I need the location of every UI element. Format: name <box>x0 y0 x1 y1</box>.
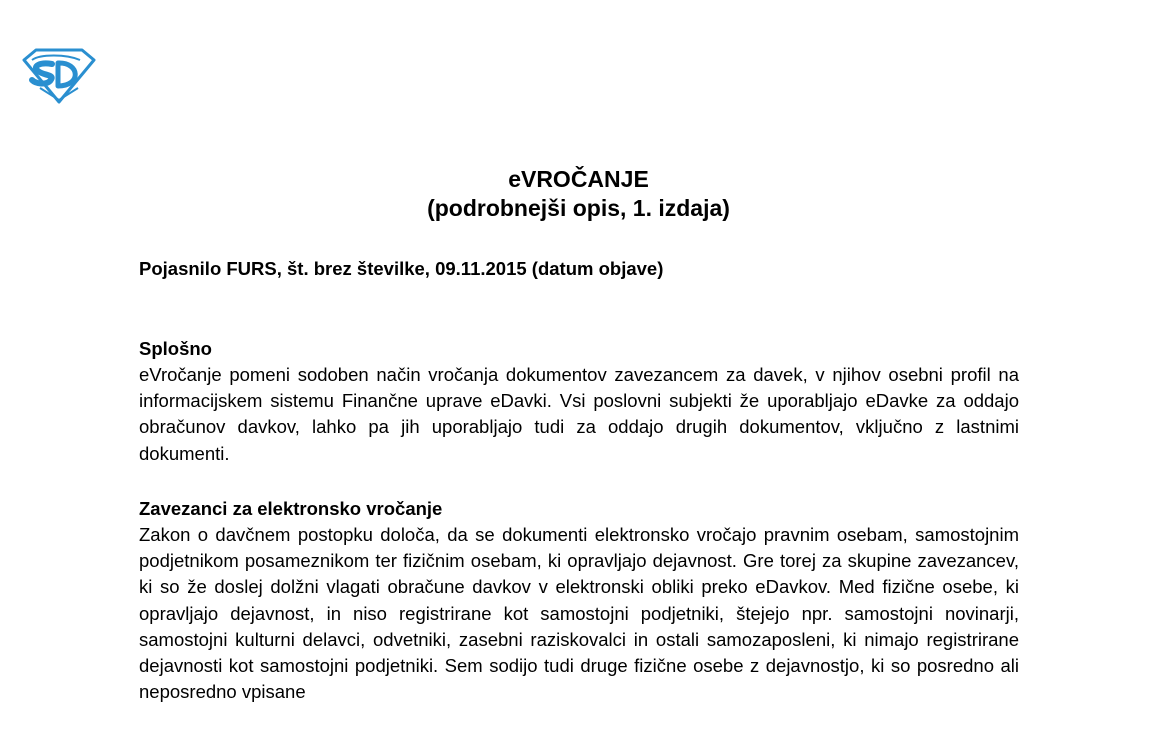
section-heading: Splošno <box>139 338 212 359</box>
furs-logo-icon <box>22 48 96 104</box>
section-taxpayers <box>139 496 1019 705</box>
document-reference: Pojasnilo FURS, št. brez številke, 09.11.2015 (datum objave) <box>139 258 664 279</box>
section-body: eVročanje pomeni sodoben način vročanja dokumentov zavezancem za davek, v njihov osebni profil na informacijskem sistemu Finančne uprave eDavki. Vsi poslovni subjekti že uporabljajo eDavke za oddajo obračunov davkov, lahko pa jih uporabljajo tudi za oddajo drugih dokumentov, vključno z lastnimi dokumenti. <box>139 364 1019 464</box>
section-body: Zakon o davčnem postopku določa, da se dokumenti elektronsko vročajo pravnim osebam, samostojnim podjetnikom posameznikom ter fizičnim osebam, ki opravljajo dejavnost. Gre torej za skupine zavezancev, ki so že doslej dolžni vlagati obračune davkov v elektronski obliki preko eDavkov. Med fizične osebe, ki opravljajo dejavnost, in niso registrirane kot samostojni podjetniki, štejejo npr. samostojni novinarji, samostojni kulturni delavci, odvetniki, zasebni raziskovalci in ostali samozaposleni, ki nimajo registrirane dejavnosti kot samostojni podjetniki. Sem sodijo tudi druge fizične osebe z dejavnostjo, ki so posredno ali neposredno vpisane <box>139 524 1019 703</box>
document-edition: (podrobnejši opis, 1. izdaja) <box>427 195 730 221</box>
section-general <box>139 336 1019 467</box>
document-title-block <box>0 165 1157 223</box>
section-heading: Zavezanci za elektronsko vročanje <box>139 498 443 519</box>
document-title: eVROČANJE <box>508 166 649 192</box>
